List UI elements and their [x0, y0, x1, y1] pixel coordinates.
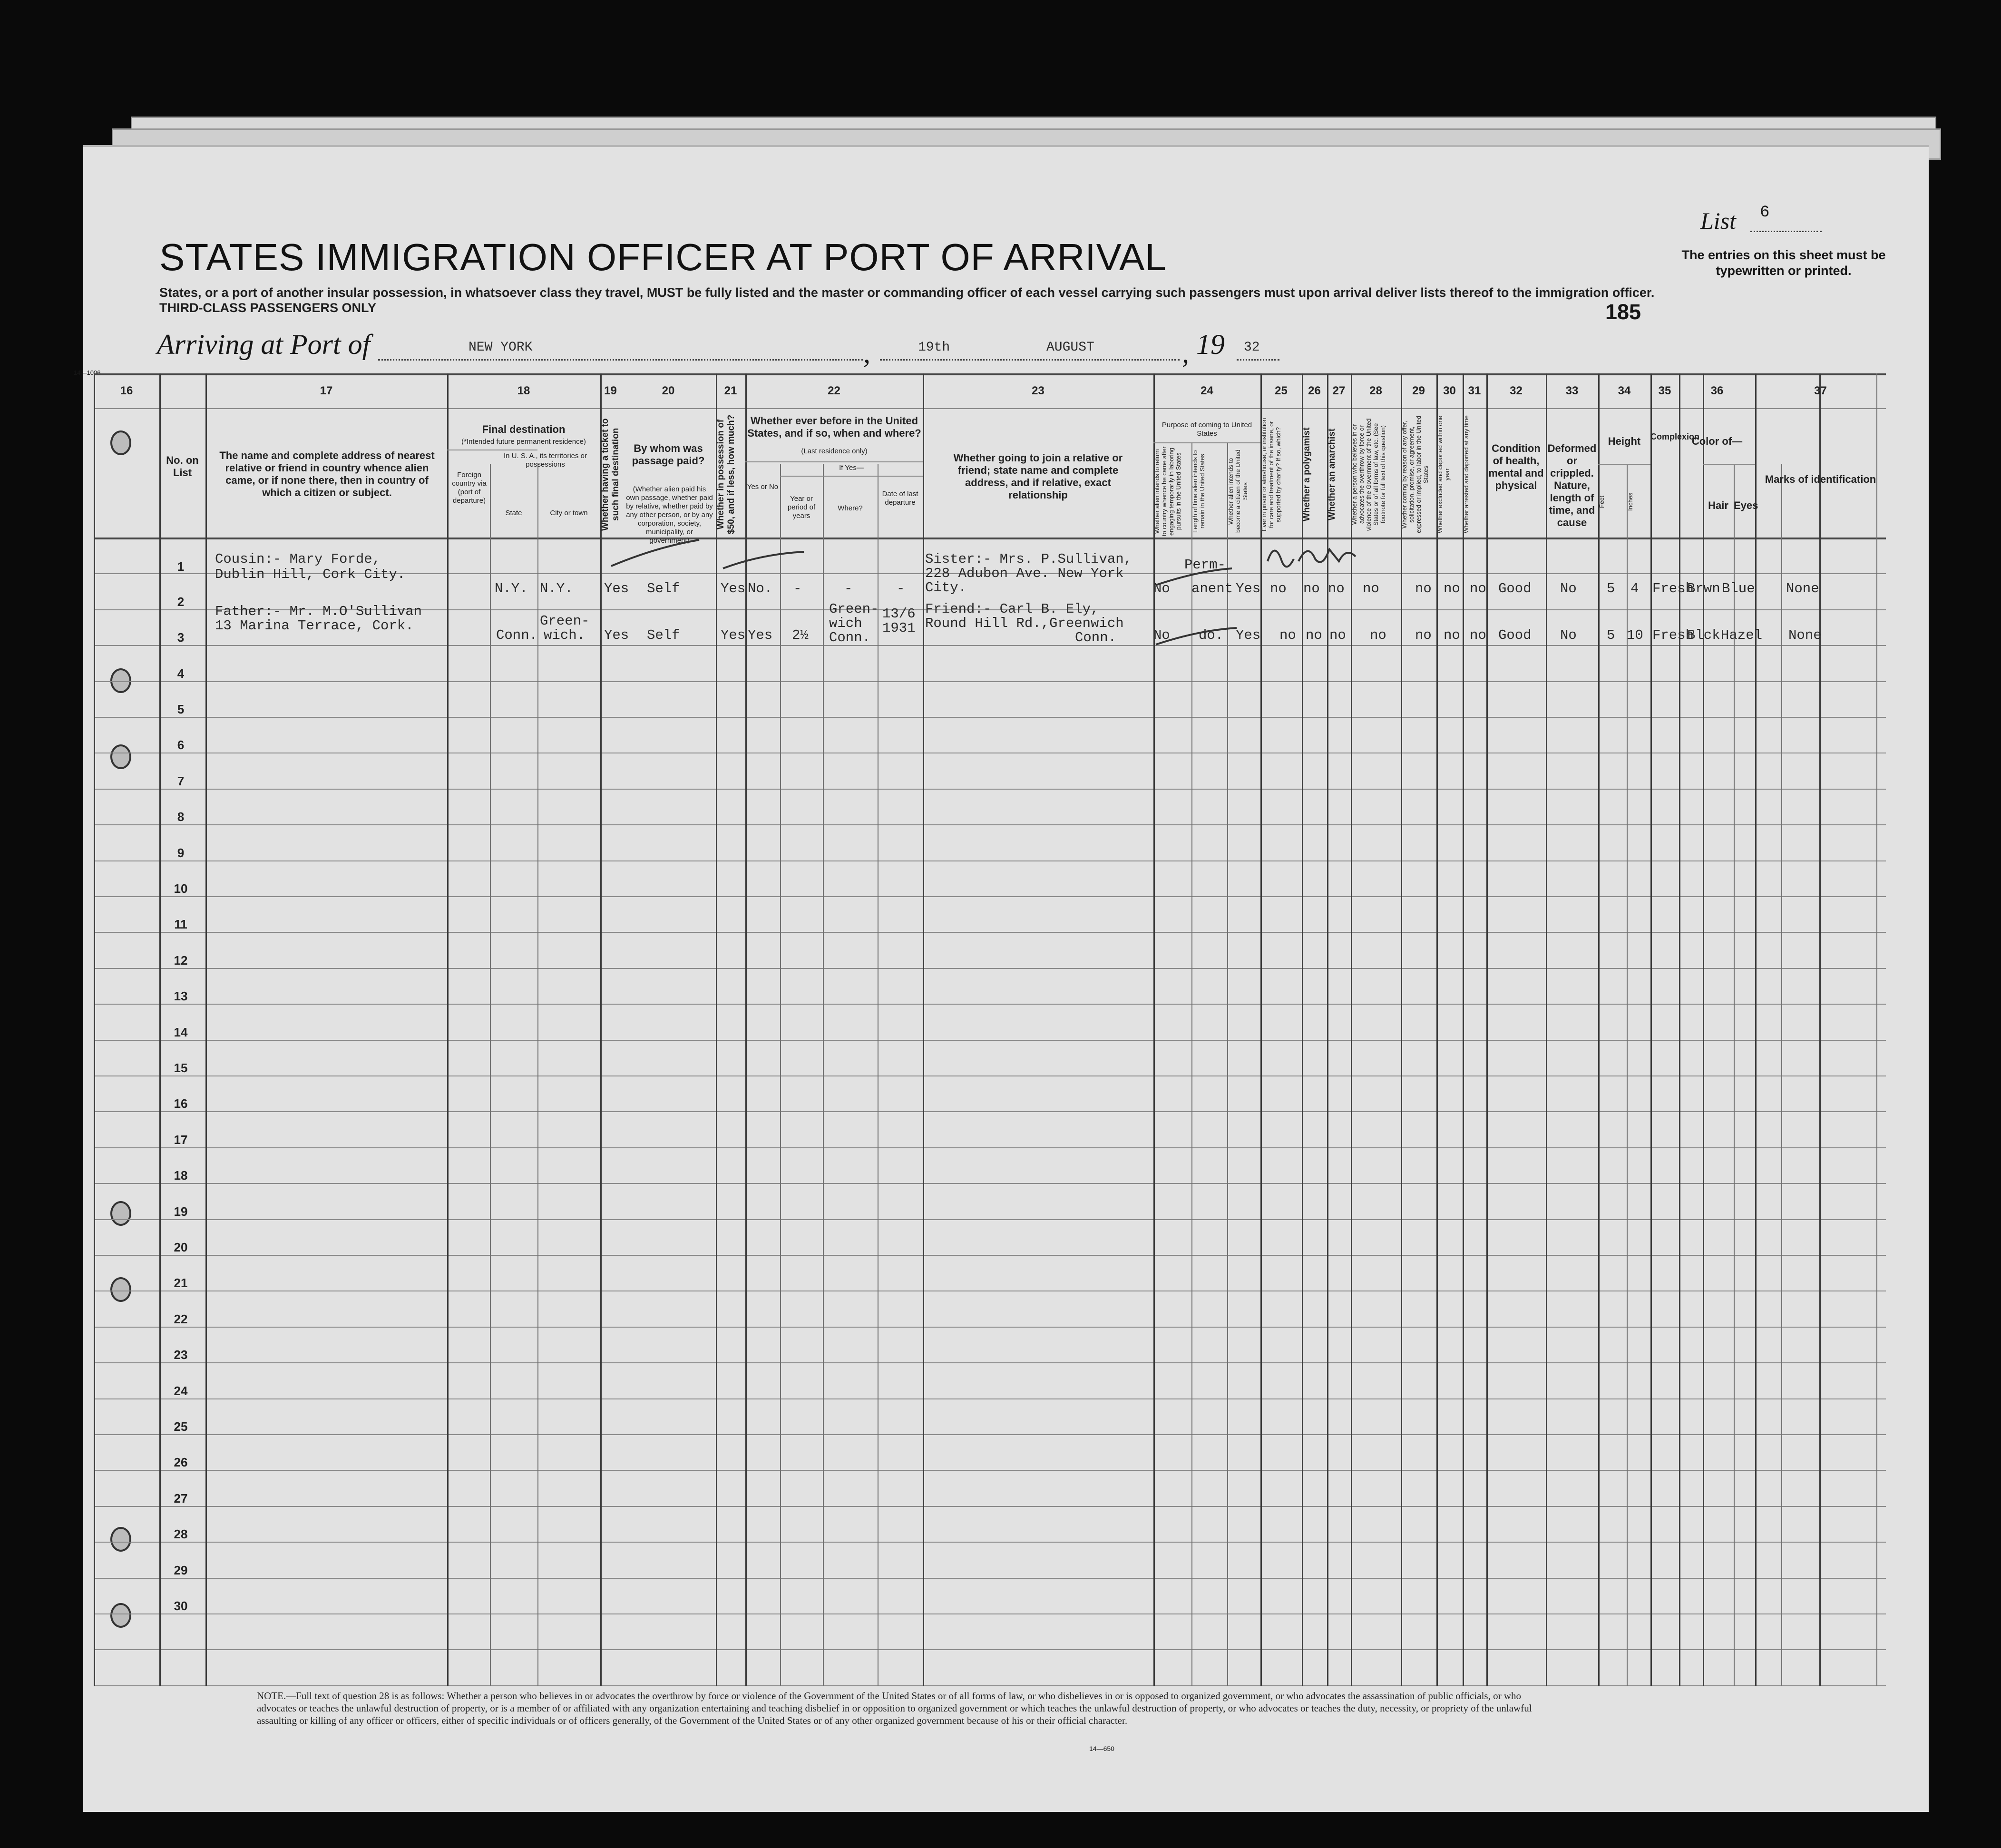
pen-stroke [1156, 568, 1232, 585]
header-marks: Marks of identification [1765, 473, 1876, 485]
question-28-value: no [1363, 581, 1379, 596]
list-label: List [1700, 207, 1737, 234]
column-number: 32 [1510, 384, 1523, 397]
column-number: 20 [662, 384, 675, 397]
joining-address: 228 Adubon Ave. New York [925, 566, 1124, 581]
row-number: 29 [174, 1563, 188, 1577]
row-number: 4 [177, 666, 185, 681]
row-number: 22 [174, 1312, 188, 1326]
header-foreign-country: Foreign country via (port of departure) [452, 471, 487, 505]
column-number: 33 [1565, 384, 1579, 397]
page-title: STATES IMMIGRATION OFFICER AT PORT OF ARRIVAL [159, 236, 1167, 278]
column-number: 17 [320, 384, 333, 397]
header-final-destination-note: (*Intended future permanent residence) [461, 438, 586, 446]
anarchist-value: no [1328, 581, 1345, 596]
relative-address: Dublin Hill, Cork City. [215, 567, 406, 582]
comma: , [863, 337, 870, 369]
joining-city: City. [925, 580, 967, 596]
money-value: Yes [721, 581, 746, 596]
row-number: 3 [177, 630, 185, 645]
header-excluded-deported: Whether excluded and deported within one year [1436, 415, 1451, 534]
length-of-stay: do. [1199, 627, 1224, 643]
row-number: 5 [177, 702, 185, 716]
arriving-label: Arriving at Port of [157, 329, 371, 360]
row-number: 30 [174, 1599, 188, 1613]
header-date-departure: Date of last departure [882, 490, 918, 507]
header-ticket: Whether having a ticket to such final destination [600, 418, 621, 531]
column-number: 28 [1369, 384, 1382, 397]
ticket-value: Yes [604, 627, 629, 643]
paid-by-value: Self [647, 581, 680, 596]
joining-address: Round Hill Rd.,Greenwich [925, 616, 1124, 631]
length-of-stay-cont: anent [1191, 581, 1233, 596]
row-number: 19 [174, 1204, 188, 1219]
footnote: NOTE.—Full text of question 28 is as follows: Whether a person who believes in or advocates the overthrow by force or violence of the Government of the United States or of all forms of law, or who disbelieves in or is opposed to organized government, or who advocates the assassination of public officials, or who advocates or teaches the unlawful destruction of property, or is a member of or affiliated with any organization entertaining and teaching disbelief in or opposition to organized government or which teaches the unlawful destruction of property, or who advocates or teaches the duty, necessity, or propriety of the unlawful assaulting or killing of any officer or officers, either of specific individuals or of officers generally, of the Government of the United States or of any other organized government because of his or their official character. [257, 1690, 1532, 1726]
month-value: AUGUST [1046, 340, 1094, 355]
row-number: 8 [177, 810, 185, 824]
before-where-cont: Conn. [829, 630, 871, 645]
hair-value: Brwn [1687, 581, 1720, 596]
header-in-usa: In U. S. A., its territories or possessions [503, 452, 587, 469]
day-value: 19th [918, 340, 950, 355]
row-number: 27 [174, 1491, 188, 1506]
year-suffix: 32 [1244, 340, 1260, 355]
header-passage-paid: By whom was passage paid? [632, 442, 705, 467]
complexion-value: Fresh [1652, 581, 1694, 596]
deformed-value: No [1560, 627, 1577, 643]
relative-name: Father:- Mr. M.O'Sullivan [215, 604, 422, 619]
column-number: 27 [1332, 384, 1346, 397]
row-number: 25 [174, 1419, 188, 1434]
destination-city: Green- [540, 613, 590, 629]
joining-name: Friend:- Carl B. Ely, [925, 601, 1099, 617]
row-number: 23 [174, 1348, 188, 1362]
year-prefix: 19 [1196, 329, 1225, 360]
row-number: 20 [174, 1240, 188, 1254]
marks-value: None [1786, 581, 1819, 596]
relative-name: Cousin:- Mary Forde, [215, 551, 381, 567]
column-number: 23 [1032, 384, 1044, 397]
class-line: THIRD-CLASS PASSENGERS ONLY [159, 301, 377, 315]
row-number: 7 [177, 774, 185, 788]
row-number: 17 [174, 1133, 188, 1147]
header-offer-labor: Whether coming by reason of any offer, solicitation, promise, or agreement, expressed or implied, to labor in the United States [1401, 415, 1429, 534]
money-value: Yes [721, 627, 746, 643]
column-number: 37 [1814, 384, 1827, 397]
before-where-cont: wich [829, 616, 862, 631]
header-length-of-time: Length of time alien intends to remain in the United States [1191, 450, 1206, 533]
polygamist-value: no [1303, 581, 1320, 596]
question-29-value: no [1415, 627, 1432, 643]
health-value: Good [1498, 581, 1532, 596]
header-become-citizen: Whether alien intends to become a citizen of the United States [1227, 450, 1249, 533]
before-date: 13/6 [882, 606, 916, 622]
marks-value: None [1788, 627, 1822, 643]
anarchist-value: no [1329, 627, 1346, 643]
column-number: 36 [1710, 384, 1724, 397]
eyes-value: Hazel [1721, 627, 1763, 643]
header-state: State [505, 509, 522, 517]
destination-city-cont: wich. [544, 627, 586, 643]
height-inches: 10 [1627, 627, 1643, 643]
joining-name: Sister:- Mrs. P.Sullivan, [925, 551, 1132, 567]
before-yes-no: No. [748, 581, 773, 596]
row-number: 10 [174, 881, 188, 896]
header-color-of: Color of— [1691, 435, 1743, 447]
before-years: 2½ [792, 627, 809, 643]
header-health: Condition of health, mental and physical [1488, 442, 1544, 491]
header-purpose: Purpose of coming to United States [1162, 421, 1252, 438]
joining-city: Conn. [1075, 630, 1117, 645]
typewritten-note: The entries on this sheet must be typewritten or printed. [1681, 248, 1886, 278]
pen-stroke [611, 540, 699, 566]
intends-return: No [1153, 581, 1170, 596]
column-number: 22 [828, 384, 840, 397]
port-value: NEW YORK [469, 340, 533, 355]
header-where: Where? [838, 504, 863, 512]
become-citizen: Yes [1236, 581, 1261, 596]
hair-value: Blck [1687, 627, 1720, 643]
prison-value: no [1279, 627, 1296, 643]
intends-return: No [1153, 627, 1170, 643]
question-30-value: no [1444, 627, 1460, 643]
row-number: 26 [174, 1455, 188, 1469]
column-number: 24 [1201, 384, 1213, 397]
ticket-value: Yes [604, 581, 629, 596]
inspector-signature [1268, 549, 1356, 567]
column-number: 25 [1275, 384, 1288, 397]
column-number: 16 [120, 384, 133, 397]
prison-value: no [1270, 581, 1287, 596]
header-complexion: Complexion [1650, 432, 1700, 441]
eyes-value: Blue [1722, 581, 1755, 596]
row-number: 15 [174, 1061, 188, 1075]
header-hair: Hair [1708, 499, 1728, 511]
before-date-year: 1931 [882, 620, 916, 636]
relative-address: 13 Marina Terrace, Cork. [215, 618, 414, 634]
header-deformed: Deformed or crippled. Nature, length of time, and cause [1547, 442, 1597, 528]
pen-stroke [1156, 628, 1237, 645]
header-arrested-deported: Whether arrested and deported at any time [1463, 415, 1470, 534]
header-intends-return: Whether alien intends to return to country whence he came after engaging temporarily in laboring pursuits in the United States [1153, 446, 1182, 537]
height-inches: 4 [1630, 581, 1639, 596]
complexion-value: Fresh [1652, 627, 1694, 643]
row-number: 16 [174, 1096, 188, 1111]
destination-state: Conn. [496, 627, 538, 643]
deformed-value: No [1560, 581, 1577, 596]
row-number: 9 [177, 846, 185, 860]
header-year-period: Year or period of years [787, 495, 816, 520]
column-number: 34 [1618, 384, 1631, 397]
destination-state: N.Y. [495, 581, 528, 596]
form-code-top: 14—1006 [74, 369, 101, 376]
column-number: 26 [1308, 384, 1321, 397]
column-number: 21 [724, 384, 737, 397]
list-number: 6 [1760, 204, 1770, 222]
before-date: - [897, 581, 905, 596]
row-number: 18 [174, 1168, 188, 1183]
become-citizen: Yes [1236, 627, 1261, 643]
header-if-yes: If Yes— [839, 464, 864, 472]
row-number: 2 [177, 595, 185, 609]
row-number: 11 [174, 917, 187, 931]
header-polygamist: Whether a polygamist [1302, 427, 1312, 522]
header-yes-no: Yes or No [747, 483, 779, 491]
comma: , [1182, 337, 1189, 369]
header-no-on-list: No. on List [166, 454, 199, 479]
instructions-text: States, or a port of another insular possession, in whatsoever class they travel, MUST be fully listed and the master or commanding officer of each vessel carrying such passengers must upon arrival deliver lists thereof to the immigration officer. [159, 285, 1655, 300]
column-number: 30 [1443, 384, 1456, 397]
form-code-bottom: 14—650 [1089, 1745, 1114, 1752]
page-number: 185 [1605, 300, 1641, 324]
destination-city: N.Y. [540, 581, 573, 596]
before-where: Green- [829, 601, 879, 617]
header-inches: Inches [1627, 492, 1634, 511]
header-ever-before-us: Whether ever before in the United States, and if so, when and where? [747, 415, 921, 439]
header-feet: Feet [1598, 496, 1605, 508]
header-nearest-relative: The name and complete address of nearest relative or friend in country whence alien came, or if none there, then in country of which a citizen or subject. [219, 450, 435, 499]
before-years: - [793, 581, 802, 596]
row-number: 1 [177, 559, 185, 574]
header-prison: Ever in prison or almshouse, or institution for care and treatment of the insane, or supported by charity? If so, which? [1260, 418, 1282, 531]
height-feet: 5 [1607, 581, 1615, 596]
row-number: 28 [174, 1527, 188, 1541]
header-question-28: Whether a person who believes in or advocates the overthrow by force or violence of the Government of the United States or of all forms of law, etc. (See footnote for full text of this question) [1351, 418, 1386, 531]
length-of-stay: Perm- [1184, 557, 1226, 573]
before-where: - [844, 581, 853, 596]
question-30-value: no [1444, 581, 1460, 596]
before-yes-no: Yes [748, 627, 773, 643]
paid-by-value: Self [647, 627, 680, 643]
row-number: 14 [174, 1025, 188, 1039]
column-number: 31 [1468, 384, 1481, 397]
column-number: 18 [517, 384, 530, 397]
pen-stroke [723, 552, 804, 568]
header-eyes: Eyes [1734, 499, 1758, 511]
question-28-value: no [1370, 627, 1386, 643]
polygamist-value: no [1306, 627, 1322, 643]
row-number: 13 [174, 989, 188, 1003]
row-number: 21 [174, 1276, 188, 1290]
header-ever-before-note: (Last residence only) [801, 447, 868, 455]
column-number: 19 [604, 384, 617, 397]
height-feet: 5 [1607, 627, 1615, 643]
question-31-value: no [1470, 581, 1486, 596]
question-29-value: no [1415, 581, 1432, 596]
header-height: Height [1608, 435, 1641, 447]
column-number: 35 [1658, 384, 1671, 397]
header-anarchist: Whether an anarchist [1327, 428, 1337, 521]
header-fifty-dollars: Whether in possession of $50, and if less, how much? [716, 414, 736, 535]
row-number: 6 [177, 738, 185, 752]
row-number: 24 [174, 1384, 188, 1398]
row-number: 12 [174, 953, 188, 968]
header-city: City or town [550, 509, 588, 517]
health-value: Good [1498, 627, 1532, 643]
header-passage-paid-note: (Whether alien paid his own passage, whether paid by relative, whether paid by any other person, or by any corporation, society, municipality, or government) [626, 485, 713, 545]
column-number: 29 [1412, 384, 1425, 397]
question-31-value: no [1470, 627, 1486, 643]
header-final-destination: Final destination [482, 423, 566, 435]
header-joining-relative: Whether going to join a relative or friend; state name and complete address, and if relative, exact relationship [953, 452, 1123, 501]
